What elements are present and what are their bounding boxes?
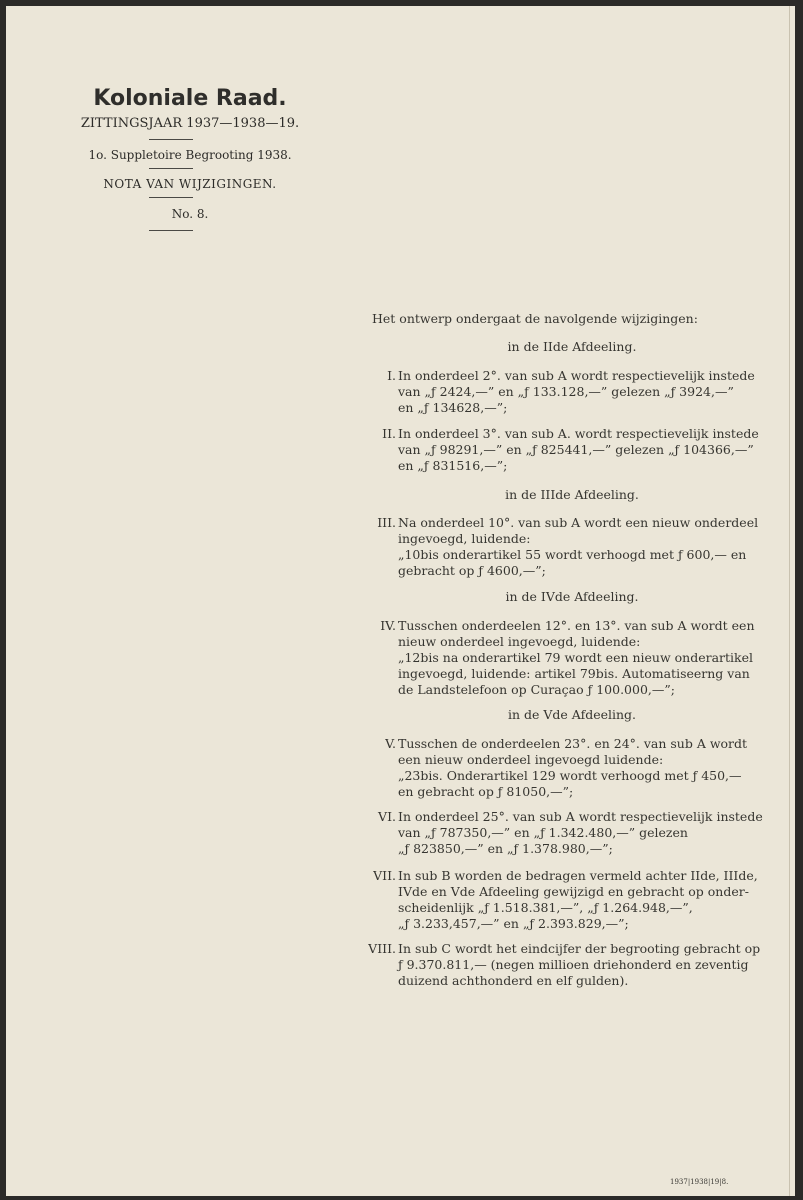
item-line: In sub C wordt het eindcijfer der begrooting gebracht op xyxy=(398,941,761,956)
item-line: Tusschen onderdeelen 12°. en 13°. van sub A wordt een xyxy=(398,618,755,633)
amendment-item xyxy=(398,809,772,857)
amendment-item xyxy=(398,941,772,989)
item-line: IVde en Vde Afdeeling gewijzigd en gebracht op onder- xyxy=(398,884,749,899)
budget-subtitle: 1o. Suppletoire Begrooting 1938. xyxy=(88,148,292,162)
council-title: Koloniale Raad. xyxy=(93,86,287,111)
document-page xyxy=(6,6,795,1196)
item-line: duizend achthonderd en elf gulden). xyxy=(398,973,629,988)
item-line: en gebracht op ƒ 81050,—”; xyxy=(398,784,574,799)
divider xyxy=(149,139,193,140)
page-edge xyxy=(789,6,790,1196)
item-line: Na onderdeel 10°. van sub A wordt een nieuw onderdeel xyxy=(398,515,759,530)
item-number: VI. xyxy=(378,809,396,824)
amendment-item xyxy=(398,515,772,579)
item-line: In onderdeel 3°. van sub A. wordt respectievelijk instede xyxy=(398,426,759,441)
item-number: VIII. xyxy=(368,941,396,956)
item-number: V. xyxy=(385,736,396,751)
item-line: van „ƒ 98291,—” en „ƒ 825441,—” gelezen „ƒ 104366,—” xyxy=(398,442,754,457)
divider xyxy=(149,230,193,231)
item-line: en „ƒ 831516,—”; xyxy=(398,458,508,473)
section-heading: in de IIde Afdeeling. xyxy=(507,339,637,354)
session-year: ZITTINGSJAAR 1937—1938—19. xyxy=(80,116,300,131)
item-line: gebracht op ƒ 4600,—”; xyxy=(398,563,546,578)
item-line: van „ƒ 2424,—” en „ƒ 133.128,—” gelezen „ƒ 3924,—” xyxy=(398,384,734,399)
item-line: van „ƒ 787350,—” en „ƒ 1.342.480,—” gelezen xyxy=(398,825,688,840)
item-line: de Landstelefoon op Curaçao ƒ 100.000,—”; xyxy=(398,682,675,697)
item-line: en „ƒ 134628,—”; xyxy=(398,400,508,415)
intro-text: Het ontwerp ondergaat de navolgende wijzigingen: xyxy=(372,311,698,326)
item-line: In sub B worden de bedragen vermeld achter IIde, IIIde, xyxy=(398,868,758,883)
item-line: In onderdeel 25°. van sub A wordt respectievelijk instede xyxy=(398,809,763,824)
section-heading: in de IVde Afdeeling. xyxy=(505,589,639,604)
item-number: VII. xyxy=(373,868,396,883)
section-heading: in de IIIde Afdeeling. xyxy=(505,487,639,502)
document-number: No. 8. xyxy=(171,207,209,221)
item-line: „ƒ 823850,—” en „ƒ 1.378.980,—”; xyxy=(398,841,613,856)
item-line: ƒ 9.370.811,— (negen millioen driehonderd en zeventig xyxy=(398,957,749,972)
item-line: een nieuw onderdeel ingevoegd luidende: xyxy=(398,752,664,767)
page-footer-code: 1937|1938|19|8. xyxy=(670,1178,729,1186)
item-line: nieuw onderdeel ingevoegd, luidende: xyxy=(398,634,641,649)
item-line: Tusschen de onderdeelen 23°. en 24°. van sub A wordt xyxy=(398,736,748,751)
item-number: II. xyxy=(382,426,396,441)
item-line: „10bis onderartikel 55 wordt verhoogd met ƒ 600,— en xyxy=(398,547,747,562)
section-heading: in de Vde Afdeeling. xyxy=(507,707,637,722)
amendment-item xyxy=(398,618,772,698)
amendment-item xyxy=(398,736,772,800)
item-number: I. xyxy=(387,368,396,383)
item-number: IV. xyxy=(380,618,396,633)
item-line: „12bis na onderartikel 79 wordt een nieuw onderartikel xyxy=(398,650,754,665)
divider xyxy=(149,197,193,198)
item-line: In onderdeel 2°. van sub A wordt respectievelijk instede xyxy=(398,368,755,383)
item-number: III. xyxy=(377,515,396,530)
item-line: ingevoegd, luidende: xyxy=(398,531,531,546)
amendment-item xyxy=(398,868,772,932)
item-line: ingevoegd, luidende: artikel 79bis. Automatiseerng van xyxy=(398,666,750,681)
item-line: „23bis. Onderartikel 129 wordt verhoogd met ƒ 450,— xyxy=(398,768,742,783)
amendment-item xyxy=(398,368,772,416)
item-line: scheidenlijk „ƒ 1.518.381,—”, „ƒ 1.264.948,—”, xyxy=(398,900,693,915)
divider xyxy=(149,168,193,169)
nota-heading: NOTA VAN WIJZIGINGEN. xyxy=(103,177,277,191)
item-line: „ƒ 3.233,457,—” en „ƒ 2.393.829,—”; xyxy=(398,916,629,931)
amendment-item xyxy=(398,426,772,474)
